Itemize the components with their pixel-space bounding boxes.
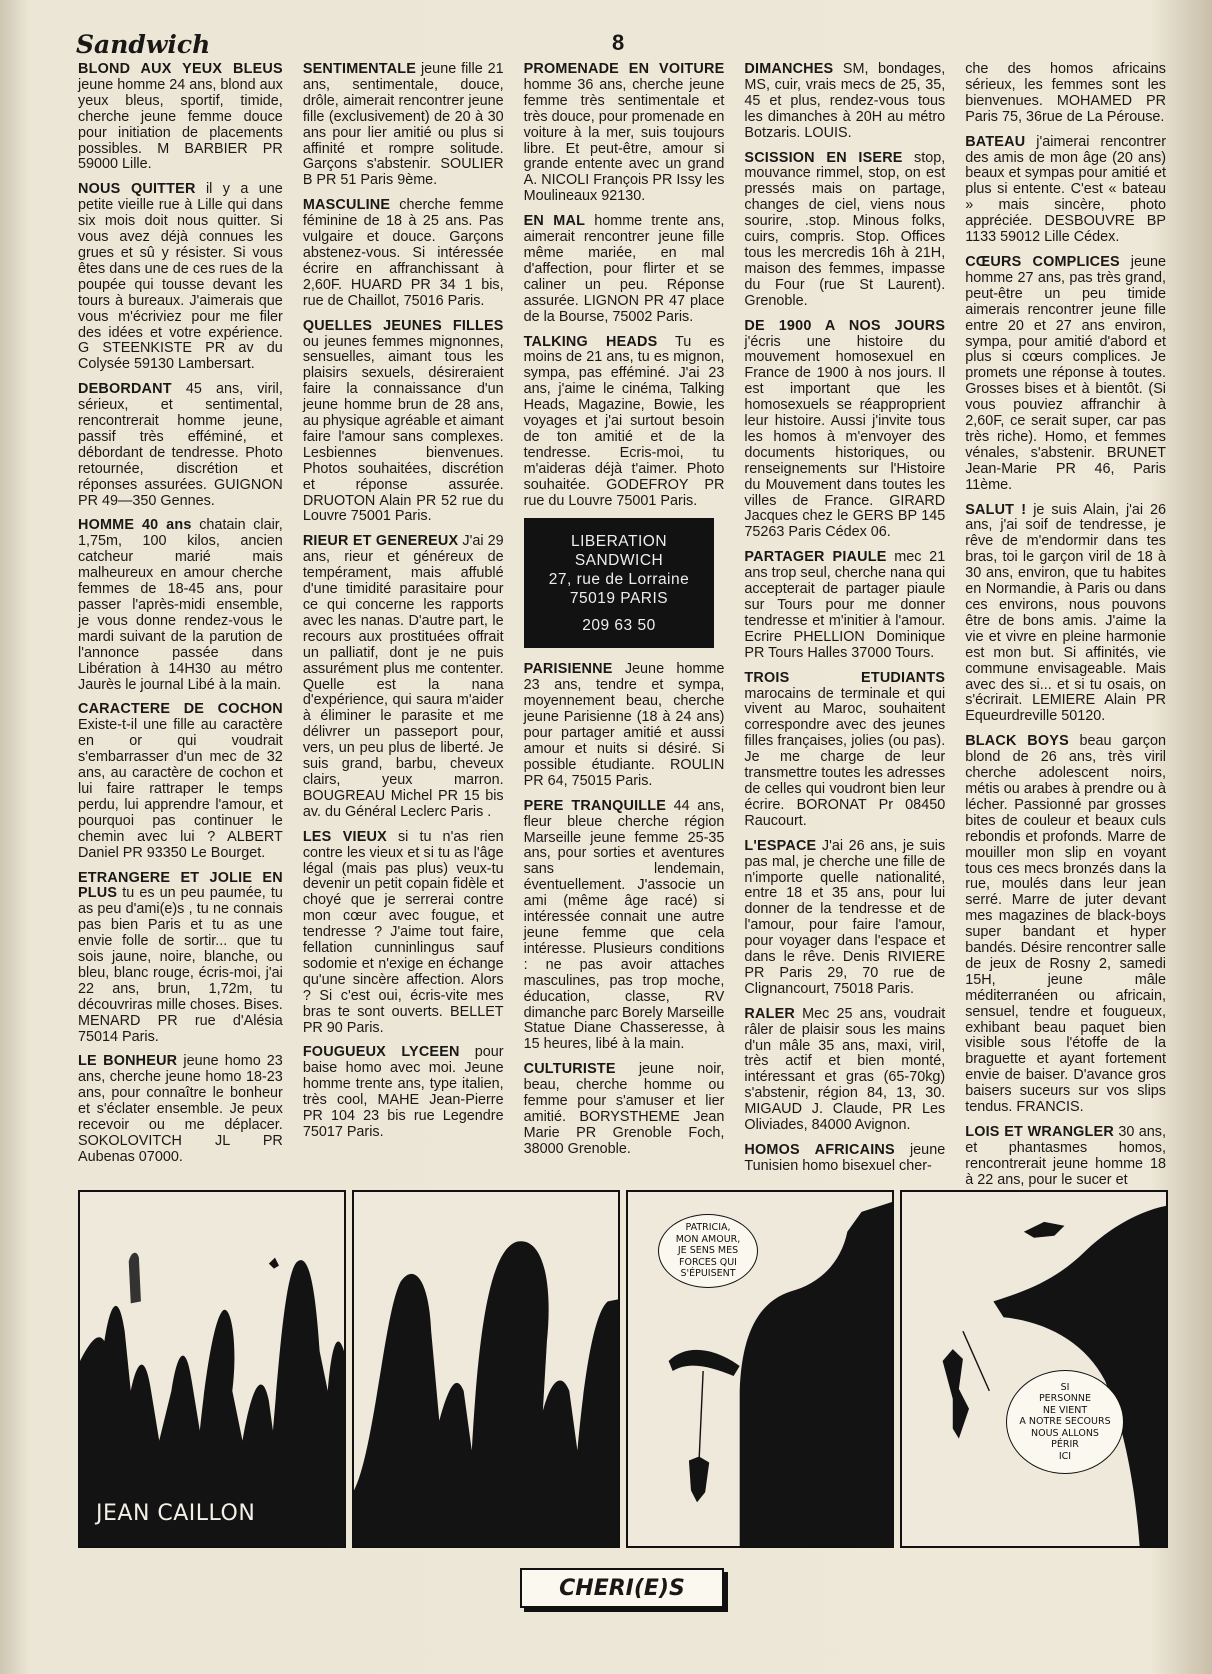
ad-body: cherche femme féminine de 18 à 25 ans. Pas vulgaire et douce. Garçons abstenez-vous. Si intéressée écrire en affranchissant à 2,60F. HUARD PR 34 1 bis, rue de Chaillot, 75016 Paris. — [302, 197, 504, 309]
ad-headline: DIMANCHES — [744, 61, 834, 77]
ad-body: marocains de terminale et qui vivent au Maroc, souhaitent correspondre avec des jeunes filles françaises, jolies (ou pas). Je me charge de leur transmettre toutes les adresses de celles qui voudront bien leur écrire. BORONAT Pr 08450 Raucourt. — [744, 685, 946, 829]
ad-headline: MASCULINE — [302, 197, 391, 214]
ad-headline: HOMME 40 ans — [78, 517, 192, 534]
classified-ad — [303, 62, 504, 189]
ad-body: jeune homme 27 ans, pas très grand, peut-être un peu timide aimerais rencontrer jeune fille entre 20 et 27 ans environ, sympa, pour amitié d'abord et plus si cœurs complices. Je promets une réponse à toutes. Grosses bises et à bientôt. (Si vous pouviez affranchir à 2,60F, ce serait super, car pas très riche). Homo, et femmes vénales, s'abstenir. BRUNET Jean-Marie PR 46, Paris 11ème. — [965, 253, 1167, 493]
ad-body: jeune homme 24 ans, blond aux yeux bleus, sportif, timide, cherche jeune femme douce pour initiation de placements possibles. M BARBIER PR 59000 Lille. — [78, 76, 283, 173]
classified-ad — [744, 671, 945, 830]
classified-ad — [744, 319, 945, 542]
ad-body: homme trente ans, aimerait rencontrer jeune fille même mariée, en mal d'affection, pour flirter et se caliner un peu. Réponse assurée. LIGNON PR 47 place de la Bourse, 75002 Paris. — [523, 213, 725, 325]
ad-headline: L'ESPACE — [744, 837, 817, 854]
classified-ad — [744, 62, 945, 142]
ad-body: 30 ans, et phantasmes homos, rencontrerait jeune homme 18 à 22 ans, pour le sucer et — [965, 1124, 1166, 1188]
rock-spires-illustration — [354, 1192, 618, 1546]
classified-ad — [303, 534, 504, 820]
address-city: 75019 PARIS — [569, 590, 669, 608]
classified-ad — [965, 1125, 1166, 1189]
ad-headline: CARACTERE DE COCHON — [78, 701, 283, 718]
ad-headline: TALKING HEADS — [523, 333, 658, 350]
comic-strip — [78, 1190, 1168, 1548]
section-label: CHERI(E)S — [520, 1568, 724, 1608]
column-3 — [523, 61, 725, 1157]
ad-headline: PARISIENNE — [523, 661, 613, 678]
speech-bubble: SI PERSONNE NE VIENT A NOTRE SECOURS NOUS ALLONS PÉRIR ICI — [1006, 1370, 1124, 1474]
classified-ad — [78, 871, 283, 1046]
address-street: 27, rue de Lorraine — [548, 571, 690, 589]
comic-panel-2 — [352, 1190, 620, 1548]
classified-columns — [78, 61, 1167, 1188]
ad-body: SM, bondages, MS, cuir, vrais mecs de 25, 35, 45 et plus, rendez-vous tous les dimanches à 20H au métro Botzaris. LOUIS. — [744, 61, 946, 141]
column-4 — [744, 61, 946, 1174]
classified-ad — [78, 62, 283, 173]
ad-body: che des homos africains sérieux, les femmes sont les bienvenues. MOHAMED PR Paris 75, 36rue de La Pérouse. — [965, 61, 1166, 125]
classified-ad — [965, 62, 1166, 126]
classified-ad — [524, 799, 725, 1054]
classified-ad — [303, 198, 504, 309]
artist-signature: JEAN CAILLON — [96, 1501, 256, 1526]
classified-ad — [78, 1054, 283, 1165]
ad-headline: SCISSION EN ISERE — [744, 149, 903, 166]
column-5 — [965, 61, 1167, 1188]
ad-headline: BATEAU — [965, 133, 1026, 150]
classified-ad — [303, 319, 504, 526]
ad-headline: BLACK BOYS — [965, 733, 1069, 750]
ad-headline: DEBORDANT — [78, 381, 172, 398]
classified-ad — [744, 151, 945, 310]
ad-body: j'écris une histoire du mouvement homosexuel en France de 1900 à nos jours. Il est important que les homosexuels se réapproprient leur histoire. Aussi j'invite tous les homos à m'envoyer des documents historiques, ou renseignements sur l'Histoire du Mouvement dans toutes les villes de France. GIRARD Jacques chez le GERS BP 145 75263 Paris Cédex 06. — [744, 333, 946, 541]
ad-headline: EN MAL — [523, 213, 586, 230]
address-phone: 209 63 50 — [582, 617, 656, 635]
ad-headline: PERE TRANQUILLE — [523, 797, 667, 814]
cliff-edge-illustration — [902, 1192, 1166, 1546]
ad-body: jeune homo 23 ans, cherche jeune homo 18-23 ans, pour connaître le bonheur et s'éclater ensemble. Je peux recevoir ou me déplacer. SOKOLOVITCH JL PR Aubenas 07000. — [78, 1053, 283, 1165]
ad-headline: SENTIMENTALE — [302, 61, 417, 77]
ad-headline: RALER — [744, 1005, 795, 1022]
column-1 — [78, 61, 283, 1165]
address-title-line2: SANDWICH — [574, 552, 664, 570]
ad-body: jeune fille 21 ans, sentimentale, douce, drôle, aimerait rencontrer jeune fille (exclusivement) de 20 à 30 ans pour lier amitié ou plus si affinité et rompre solitude. Garçons s'abstenir. SOULIER B PR 51 Paris 9ème. — [302, 61, 504, 189]
ad-body: J'ai 26 ans, je suis pas mal, je cherche une fille de n'importe quelle nationalité, entre 18 et 35 ans, pour lui donner de la tendresse et de l'amour, pour faire l'amour, pour voyager dans l'espace et dans le rêve. Denis RIVIERE PR Paris 29, 70 rue de Clignancourt, 75018 Paris. — [744, 837, 946, 997]
ad-body: Mec 25 ans, voudrait râler de plaisir sous les mains d'un mâle 35 ans, maxi, viril, très actif et bien monté, intéressant et gras (65-70kg) s'abstenir, région 84, 13, 30. MIGAUD J. Claude, PR Les Oliviades, 84000 Avignon. — [744, 1005, 946, 1134]
ad-body: j'aimerai rencontrer des amis de mon âge (20 ans) beaux et sympas pour amitié et plus si entente. C'est « bateau » mais sincère, photo appréciée. DESBOUVRE BP 1133 59012 Lille Cédex. — [965, 133, 1167, 246]
ad-body: J'ai 29 ans, rieur et généreux de tempérament, mais affublé d'une timidité parasitaire pour ce qui concerne les rapports avec les nanas. D'autre part, le recours aux prostituées offrait un palliatif, dont je ne puis assurément plus me contenter. Quelle est la nana d'expérience, qui saura m'aider à éliminer le parasite et me délivrer un passeport pour, vers, un peu plus de liberté. Je suis grand, barbu, cheveux clairs, yeux marron. BOUGREAU Michel PR 15 bis av. du Général Leclerc Paris . — [302, 533, 504, 820]
ad-headline: SALUT ! — [965, 501, 1027, 518]
ad-headline: PROMENADE EN VOITURE — [523, 61, 725, 77]
ad-headline: QUELLES JEUNES FILLES — [302, 317, 504, 334]
classified-ad — [78, 702, 283, 861]
ad-body: mec 21 ans trop seul, cherche nana qui accepterait de partager piaule sur Tours pour me donner tendresse et m'initier à l'amour. Ecrire PHELLION Dominique PR Tours Halles 37000 Tours. — [744, 549, 946, 661]
ad-body: il y a une petite vieille rue à Lille qui dans six mois doit nous quitter. Si vous avez déjà connues les grues et sû y résister. Si vous êtes dans une de ces rues de la poupée qui tousse devant les tours à bureaux. J'aimerais que vous m'écriviez pour me filer des idées et votre expérience. G STEENKISTE PR av du Colysée 59130 Lambersart. — [78, 181, 283, 373]
classified-ad — [744, 550, 945, 661]
classified-ad — [965, 135, 1166, 246]
ad-body: chatain clair, 1,75m, 100 kilos, ancien catcheur marié mais malheureux en amour cherche femmes de 18-45 ans, pour passer l'après-midi ensemble, je vous donne rendez-vous le mardi suivant de la parution de l'annonce passée dans Libération à 14H30 au métro Jaurès le journal Libé à la main. — [78, 517, 283, 693]
classified-ad — [524, 1062, 725, 1157]
ad-body: stop, mouvance rimmel, stop, on est pressés mais on partage, changes de ciel, viens nous sourire, .stop. Minous folks, cuirs, compris. Stop. Offices tous les mercredis 16h à 21H, maison des femmes, impasse du Four (rue St Laurent). Grenoble. — [744, 149, 946, 309]
ad-body: Tu es moins de 21 ans, tu es mignon, sympa, pas efféminé. J'ai 23 ans, j'aime le cinéma, Talking Heads, Magazine, Bowie, les voyages et j'ai surtout besoin de ton amitié et de la tendresse. Ecris-moi, tu m'aideras déjà t'aimer. Photo souhaitée. GODEFROY PR rue du Louvre 75001 Paris. — [523, 333, 725, 509]
classified-ad — [965, 255, 1166, 494]
masthead: Sandwich — [76, 30, 211, 59]
address-box — [524, 518, 715, 648]
comic-panel-1 — [78, 1190, 346, 1548]
rock-spires-illustration — [80, 1192, 344, 1546]
ad-body: si tu n'as rien contre les vieux et si tu as l'âge légal (mais pas plus) veux-tu devenir un petit copain fidèle et choyé que je serrerai contre mon cœur avec fougue, et tendresse ? J'aime tout faire, fellation cunninlingus sauf sodomie et n'exige en échange qu'une sincère affection. Alors ? Si c'est oui, écris-vite mes bras te sont ouverts. BELLET PR 90 Paris. — [302, 828, 504, 1036]
ad-headline: CULTURISTE — [523, 1061, 616, 1078]
ad-body: homme 36 ans, cherche jeune femme très sentimentale et très douce, pour promenade en voiture à la mer, suis toujours libre. Et peut-être, amour si grande entente avec un grand A. NICOLI François PR Issy les Moulineaux 92130. — [523, 76, 725, 205]
column-2 — [303, 62, 504, 1150]
classified-ad — [78, 182, 283, 373]
classified-ad — [744, 839, 945, 998]
ad-headline: NOUS QUITTER — [78, 181, 196, 198]
ad-headline: LES VIEUX — [302, 828, 387, 845]
ad-body: Existe-t-il une fille au caractère en or qui voudrait s'embarrasser d'un mec de 32 ans, au caractère de cochon et lui faire rattraper le temps perdu, lui apprendre l'amour, et pourquoi pas continuer le chemin avec lui ? ALBERT Daniel PR 93350 Le Bourget. — [78, 717, 283, 861]
ad-headline: BLOND AUX YEUX BLEUS — [78, 61, 283, 77]
classified-ad — [744, 1007, 945, 1134]
ad-headline: ETRANGERE ET JOLIE EN PLUS — [78, 869, 283, 902]
classified-ad — [303, 1045, 504, 1140]
ad-headline: PARTAGER PIAULE — [744, 549, 887, 566]
classified-ad — [303, 830, 504, 1037]
classified-ad — [524, 214, 725, 325]
comic-panel-4 — [900, 1190, 1168, 1548]
ad-body: ou jeunes femmes mignonnes, sensuelles, aimant tous les plaisirs sexuels, désireraient faire la connaissance d'un jeune homme brun de 28 ans, au physique agréable et aimant faire l'amour sans complexes. Lesbiennes bienvenues. Photos souhaitées, discrétion et réponse assurée. DRUOTON Alain PR 52 rue du Louvre 75001 Paris. — [302, 333, 504, 525]
classified-ad — [965, 734, 1166, 1116]
classified-ad — [744, 1143, 945, 1175]
ad-headline: FOUGUEUX LYCEEN — [302, 1044, 460, 1061]
ad-body: pour baise homo avec moi. Jeune homme trente ans, type italien, très cool, MAHE Jean-Pierre PR 104 23 bis rue Legendre 75017 Paris. — [302, 1044, 504, 1140]
ad-body: Jeune homme 23 ans, tendre et sympa, moyennement beau, cherche jeune Parisienne (18 à 24 ans) pour partager amitié et aussi amour et nuits si désiré. Si possible étudiante. ROULIN PR 64, 75015 Paris. — [523, 661, 725, 789]
address-title-line1: LIBERATION — [571, 533, 668, 551]
comic-panel-3 — [626, 1190, 894, 1548]
classified-ad — [524, 662, 725, 789]
speech-bubble: PATRICIA, MON AMOUR, JE SENS MES FORCES QUI S'ÉPUISENT — [658, 1214, 758, 1288]
ad-headline: CŒURS COMPLICES — [965, 253, 1120, 270]
classified-ad — [524, 335, 725, 510]
ad-body: tu es un peu paumée, tu as peu d'ami(e)s , tu ne connais pas bien Paris et tu as une envie folle de sortir... que tu sois jaune, noire, blanche, ou bleu, blanc rouge, écris-moi, j'ai 22 ans, brun, 1,72m, tu découvriras mille choses. Bises. MENARD PR rue d'Alésia 75014 Paris. — [78, 885, 283, 1045]
ad-headline: LE BONHEUR — [78, 1053, 178, 1070]
ad-body: beau garçon blond de 26 ans, très viril cherche adolescent noirs, métis ou arabes à prendre ou à lécher. Passionné par grosses bites de couleur et beaux culs rebondis et profonds. Marre de mouiller mon slip en voyant tous ces mecs bronzés dans la rue, moulés dans leur jean serré. Marre de juter devant mes magazines de black-boys super bandant et hyper bandés. Désire rencontrer salle de jeux de Rosny 2, samedi 15H, jeune mâle méditerranéen ou africain, sensuel, tendre et fougueux, exhibant beau paquet bien visible sous l'étoffe de la braguette et ayant fortement envie de baiser. D'avance gros baisers suceurs sur vos slips tendus. FRANCIS. — [965, 733, 1166, 1116]
ad-body: 44 ans, fleur bleue cherche région Marseille jeune femme 25-35 ans, pour sorties et aventures sans lendemain, éventuellement. J'associe un ami (même âge racé) si intéressée connait une autre jeune femme que cela intéresse. Plusieurs conditions : ne pas avoir attaches masculines, pas trop moche, éducation, classe, RV dimanche parc Borely Marseille Statue Diane Chasseresse, à 15 heures, libé à la main. — [523, 797, 725, 1053]
ad-headline: DE 1900 A NOS JOURS — [744, 317, 946, 334]
ad-body: je suis Alain, j'ai 26 ans, j'ai soif de tendresse, je rêve de m'endormir dans tes bras, toi le garçon viril de 18 à 30 ans, environ, que tu habites en Normandie, à Paris ou dans ces environs, nous pouvons être de bons amis. J'aime la vie et vivre en pleine harmonie est mon but. Si affinités, vie commune envisageable. Mais avec des si... et si tu osais, on s'écrirait. LEMIERE Alain PR Equeurdreville 50120. — [965, 501, 1167, 725]
page-number: 8 — [612, 30, 625, 55]
ad-body: 45 ans, viril, sérieux, et sentimental, rencontrerait homme jeune, passif très efféminé, et débordant de tendresse. Photo retournée, discrétion et réponses assurées. GUIGNON PR 49—350 Gennes. — [78, 381, 283, 509]
ad-headline: LOIS ET WRANGLER — [965, 1124, 1114, 1140]
classified-ad — [78, 518, 283, 693]
classified-ad — [965, 503, 1166, 726]
ad-headline: RIEUR ET GENEREUX — [302, 533, 459, 550]
ad-headline: HOMOS AFRICAINS — [744, 1142, 895, 1158]
ad-body: jeune noir, beau, cherche homme ou femme pour s'amuser et lier amitié. BORYSTHEME Jean Marie PR Grenoble Foch, 38000 Grenoble. — [523, 1061, 725, 1157]
ad-headline: TROIS ETUDIANTS — [744, 669, 946, 686]
ad-body: jeune Tunisien homo bisexuel cher- — [744, 1142, 946, 1174]
classified-ad — [524, 62, 725, 205]
classified-ad — [78, 382, 283, 509]
